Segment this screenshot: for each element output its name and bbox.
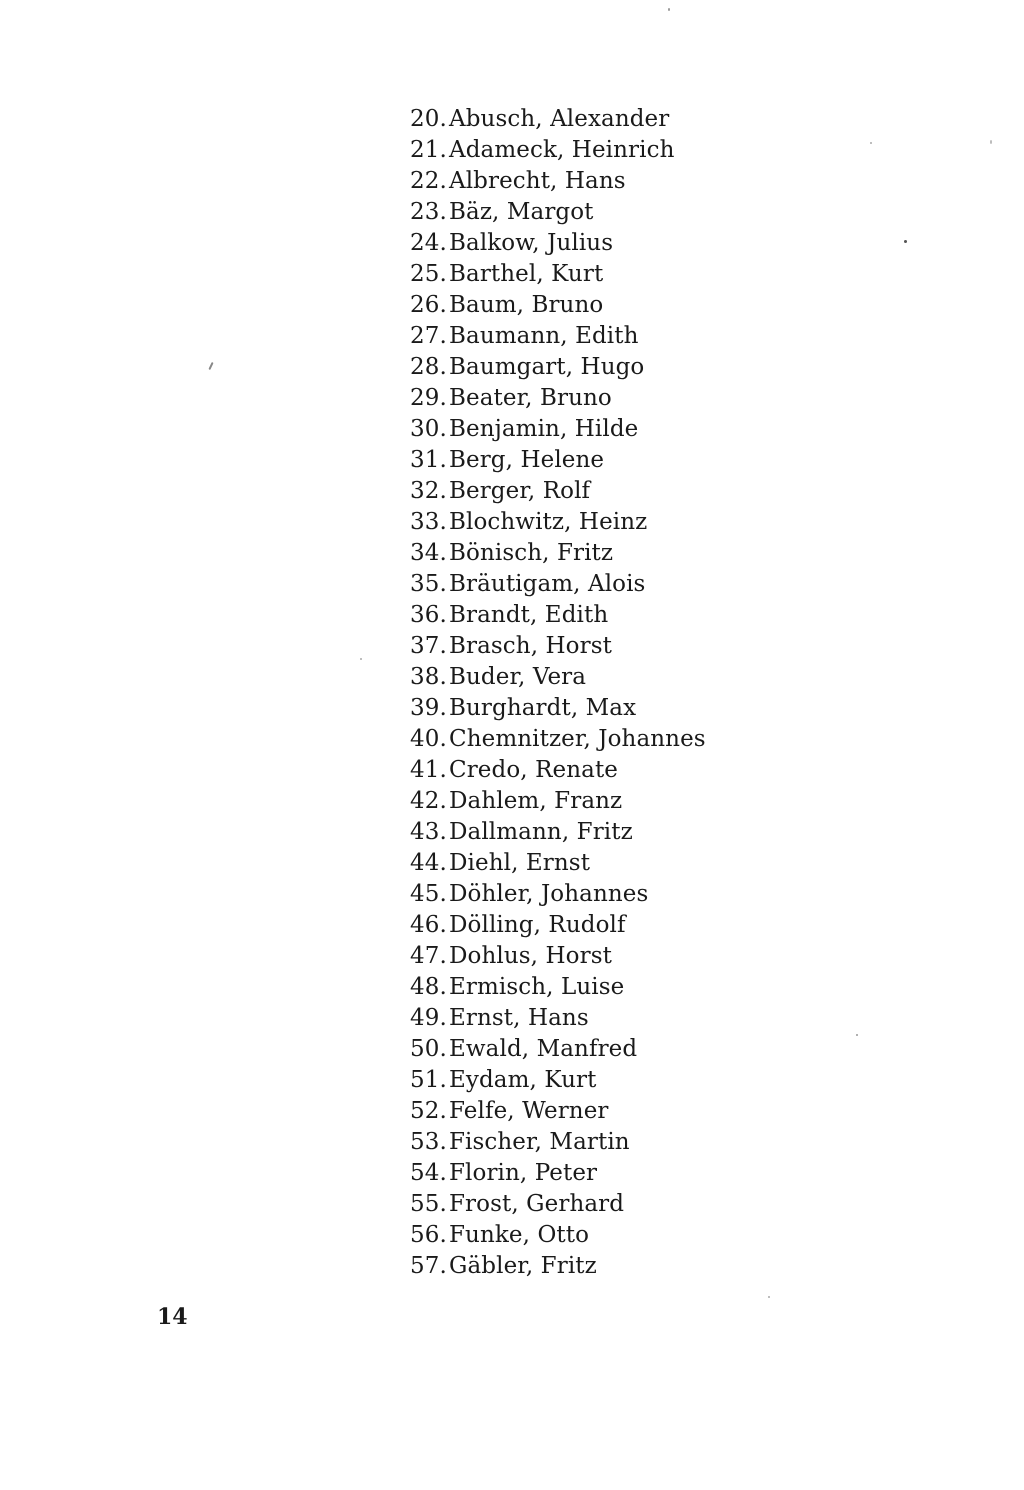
entry-number: 57.	[410, 1253, 447, 1279]
entry-number: 37.	[410, 633, 447, 659]
entry-number: 33.	[410, 509, 447, 535]
entry-name: Baum, Bruno	[449, 292, 604, 318]
entry-name: Florin, Peter	[449, 1160, 598, 1186]
list-item	[410, 166, 706, 197]
list-item	[410, 755, 706, 786]
entry-number: 42.	[410, 788, 447, 814]
entry-name: Chemnitzer, Johannes	[449, 726, 706, 752]
entry-number: 52.	[410, 1098, 447, 1124]
scan-speck	[360, 658, 362, 660]
entry-number: 46.	[410, 912, 447, 938]
entry-number: 36.	[410, 602, 447, 628]
entry-number: 22.	[410, 168, 447, 194]
entry-name: Dallmann, Fritz	[449, 819, 633, 845]
list-item	[410, 321, 706, 352]
entry-name: Brasch, Horst	[449, 633, 612, 659]
list-item	[410, 1189, 706, 1220]
entry-number: 41.	[410, 757, 447, 783]
list-item	[410, 507, 706, 538]
entry-number: 56.	[410, 1222, 447, 1248]
scan-speck	[904, 240, 907, 243]
entry-number: 34.	[410, 540, 447, 566]
entry-name: Dahlem, Franz	[449, 788, 623, 814]
entry-name: Frost, Gerhard	[449, 1191, 625, 1217]
name-list	[410, 104, 706, 1282]
entry-name: Buder, Vera	[449, 664, 587, 690]
list-item	[410, 1158, 706, 1189]
list-item	[410, 817, 706, 848]
list-item	[410, 1096, 706, 1127]
entry-number: 32.	[410, 478, 447, 504]
list-item	[410, 104, 706, 135]
entry-number: 27.	[410, 323, 447, 349]
list-item	[410, 1220, 706, 1251]
list-item	[410, 290, 706, 321]
entry-number: 35.	[410, 571, 447, 597]
entry-number: 54.	[410, 1160, 447, 1186]
entry-name: Dohlus, Horst	[449, 943, 612, 969]
list-item	[410, 910, 706, 941]
entry-number: 24.	[410, 230, 447, 256]
entry-name: Albrecht, Hans	[449, 168, 626, 194]
list-item	[410, 228, 706, 259]
entry-number: 28.	[410, 354, 447, 380]
entry-name: Felfe, Werner	[449, 1098, 609, 1124]
entry-name: Bäz, Margot	[449, 199, 594, 225]
scan-speck	[870, 142, 872, 144]
list-item	[410, 197, 706, 228]
entry-number: 47.	[410, 943, 447, 969]
entry-number: 29.	[410, 385, 447, 411]
entry-name: Beater, Bruno	[449, 385, 612, 411]
entry-name: Berg, Helene	[449, 447, 605, 473]
entry-number: 25.	[410, 261, 447, 287]
entry-number: 44.	[410, 850, 447, 876]
scan-speck	[768, 1296, 770, 1298]
list-item	[410, 972, 706, 1003]
entry-number: 20.	[410, 106, 447, 132]
entry-number: 51.	[410, 1067, 447, 1093]
list-item	[410, 848, 706, 879]
list-item	[410, 259, 706, 290]
list-item	[410, 569, 706, 600]
list-item	[410, 538, 706, 569]
list-item	[410, 414, 706, 445]
entry-number: 23.	[410, 199, 447, 225]
list-item	[410, 1127, 706, 1158]
list-item	[410, 476, 706, 507]
entry-name: Diehl, Ernst	[449, 850, 591, 876]
list-item	[410, 445, 706, 476]
entry-number: 39.	[410, 695, 447, 721]
entry-name: Barthel, Kurt	[449, 261, 604, 287]
entry-number: 49.	[410, 1005, 447, 1031]
list-item	[410, 1034, 706, 1065]
entry-name: Blochwitz, Heinz	[449, 509, 648, 535]
list-item	[410, 693, 706, 724]
scan-speck	[668, 8, 670, 11]
entry-name: Abusch, Alexander	[449, 106, 670, 132]
entry-number: 45.	[410, 881, 447, 907]
scan-speck	[856, 1034, 858, 1036]
list-item	[410, 352, 706, 383]
list-item	[410, 941, 706, 972]
list-item	[410, 1251, 706, 1282]
list-item	[410, 879, 706, 910]
entry-name: Ernst, Hans	[449, 1005, 589, 1031]
entry-name: Eydam, Kurt	[449, 1067, 597, 1093]
entry-number: 21.	[410, 137, 447, 163]
entry-name: Ewald, Manfred	[449, 1036, 638, 1062]
scan-speck	[990, 140, 992, 144]
entry-name: Bönisch, Fritz	[449, 540, 614, 566]
list-item	[410, 724, 706, 755]
entry-name: Funke, Otto	[449, 1222, 590, 1248]
entry-name: Gäbler, Fritz	[449, 1253, 597, 1279]
entry-number: 43.	[410, 819, 447, 845]
entry-name: Baumann, Edith	[449, 323, 639, 349]
entry-name: Benjamin, Hilde	[449, 416, 639, 442]
entry-name: Balkow, Julius	[449, 230, 614, 256]
entry-name: Burghardt, Max	[449, 695, 637, 721]
entry-number: 48.	[410, 974, 447, 1000]
entry-number: 30.	[410, 416, 447, 442]
entry-number: 55.	[410, 1191, 447, 1217]
entry-number: 26.	[410, 292, 447, 318]
entry-number: 38.	[410, 664, 447, 690]
entry-name: Adameck, Heinrich	[449, 137, 675, 163]
entry-number: 40.	[410, 726, 447, 752]
entry-number: 31.	[410, 447, 447, 473]
list-item	[410, 631, 706, 662]
entry-name: Berger, Rolf	[449, 478, 591, 504]
entry-name: Baumgart, Hugo	[449, 354, 645, 380]
entry-name: Credo, Renate	[449, 757, 619, 783]
entry-name: Döhler, Johannes	[449, 881, 649, 907]
list-item	[410, 383, 706, 414]
entry-name: Dölling, Rudolf	[449, 912, 626, 938]
entry-number: 53.	[410, 1129, 447, 1155]
list-item	[410, 1065, 706, 1096]
page-number: 14	[157, 1304, 188, 1330]
list-item	[410, 1003, 706, 1034]
entry-name: Bräutigam, Alois	[449, 571, 646, 597]
entry-name: Ermisch, Luise	[449, 974, 625, 1000]
scan-speck	[208, 362, 213, 370]
list-item	[410, 662, 706, 693]
entry-name: Brandt, Edith	[449, 602, 609, 628]
list-item	[410, 135, 706, 166]
list-item	[410, 600, 706, 631]
entry-name: Fischer, Martin	[449, 1129, 630, 1155]
entry-number: 50.	[410, 1036, 447, 1062]
list-item	[410, 786, 706, 817]
